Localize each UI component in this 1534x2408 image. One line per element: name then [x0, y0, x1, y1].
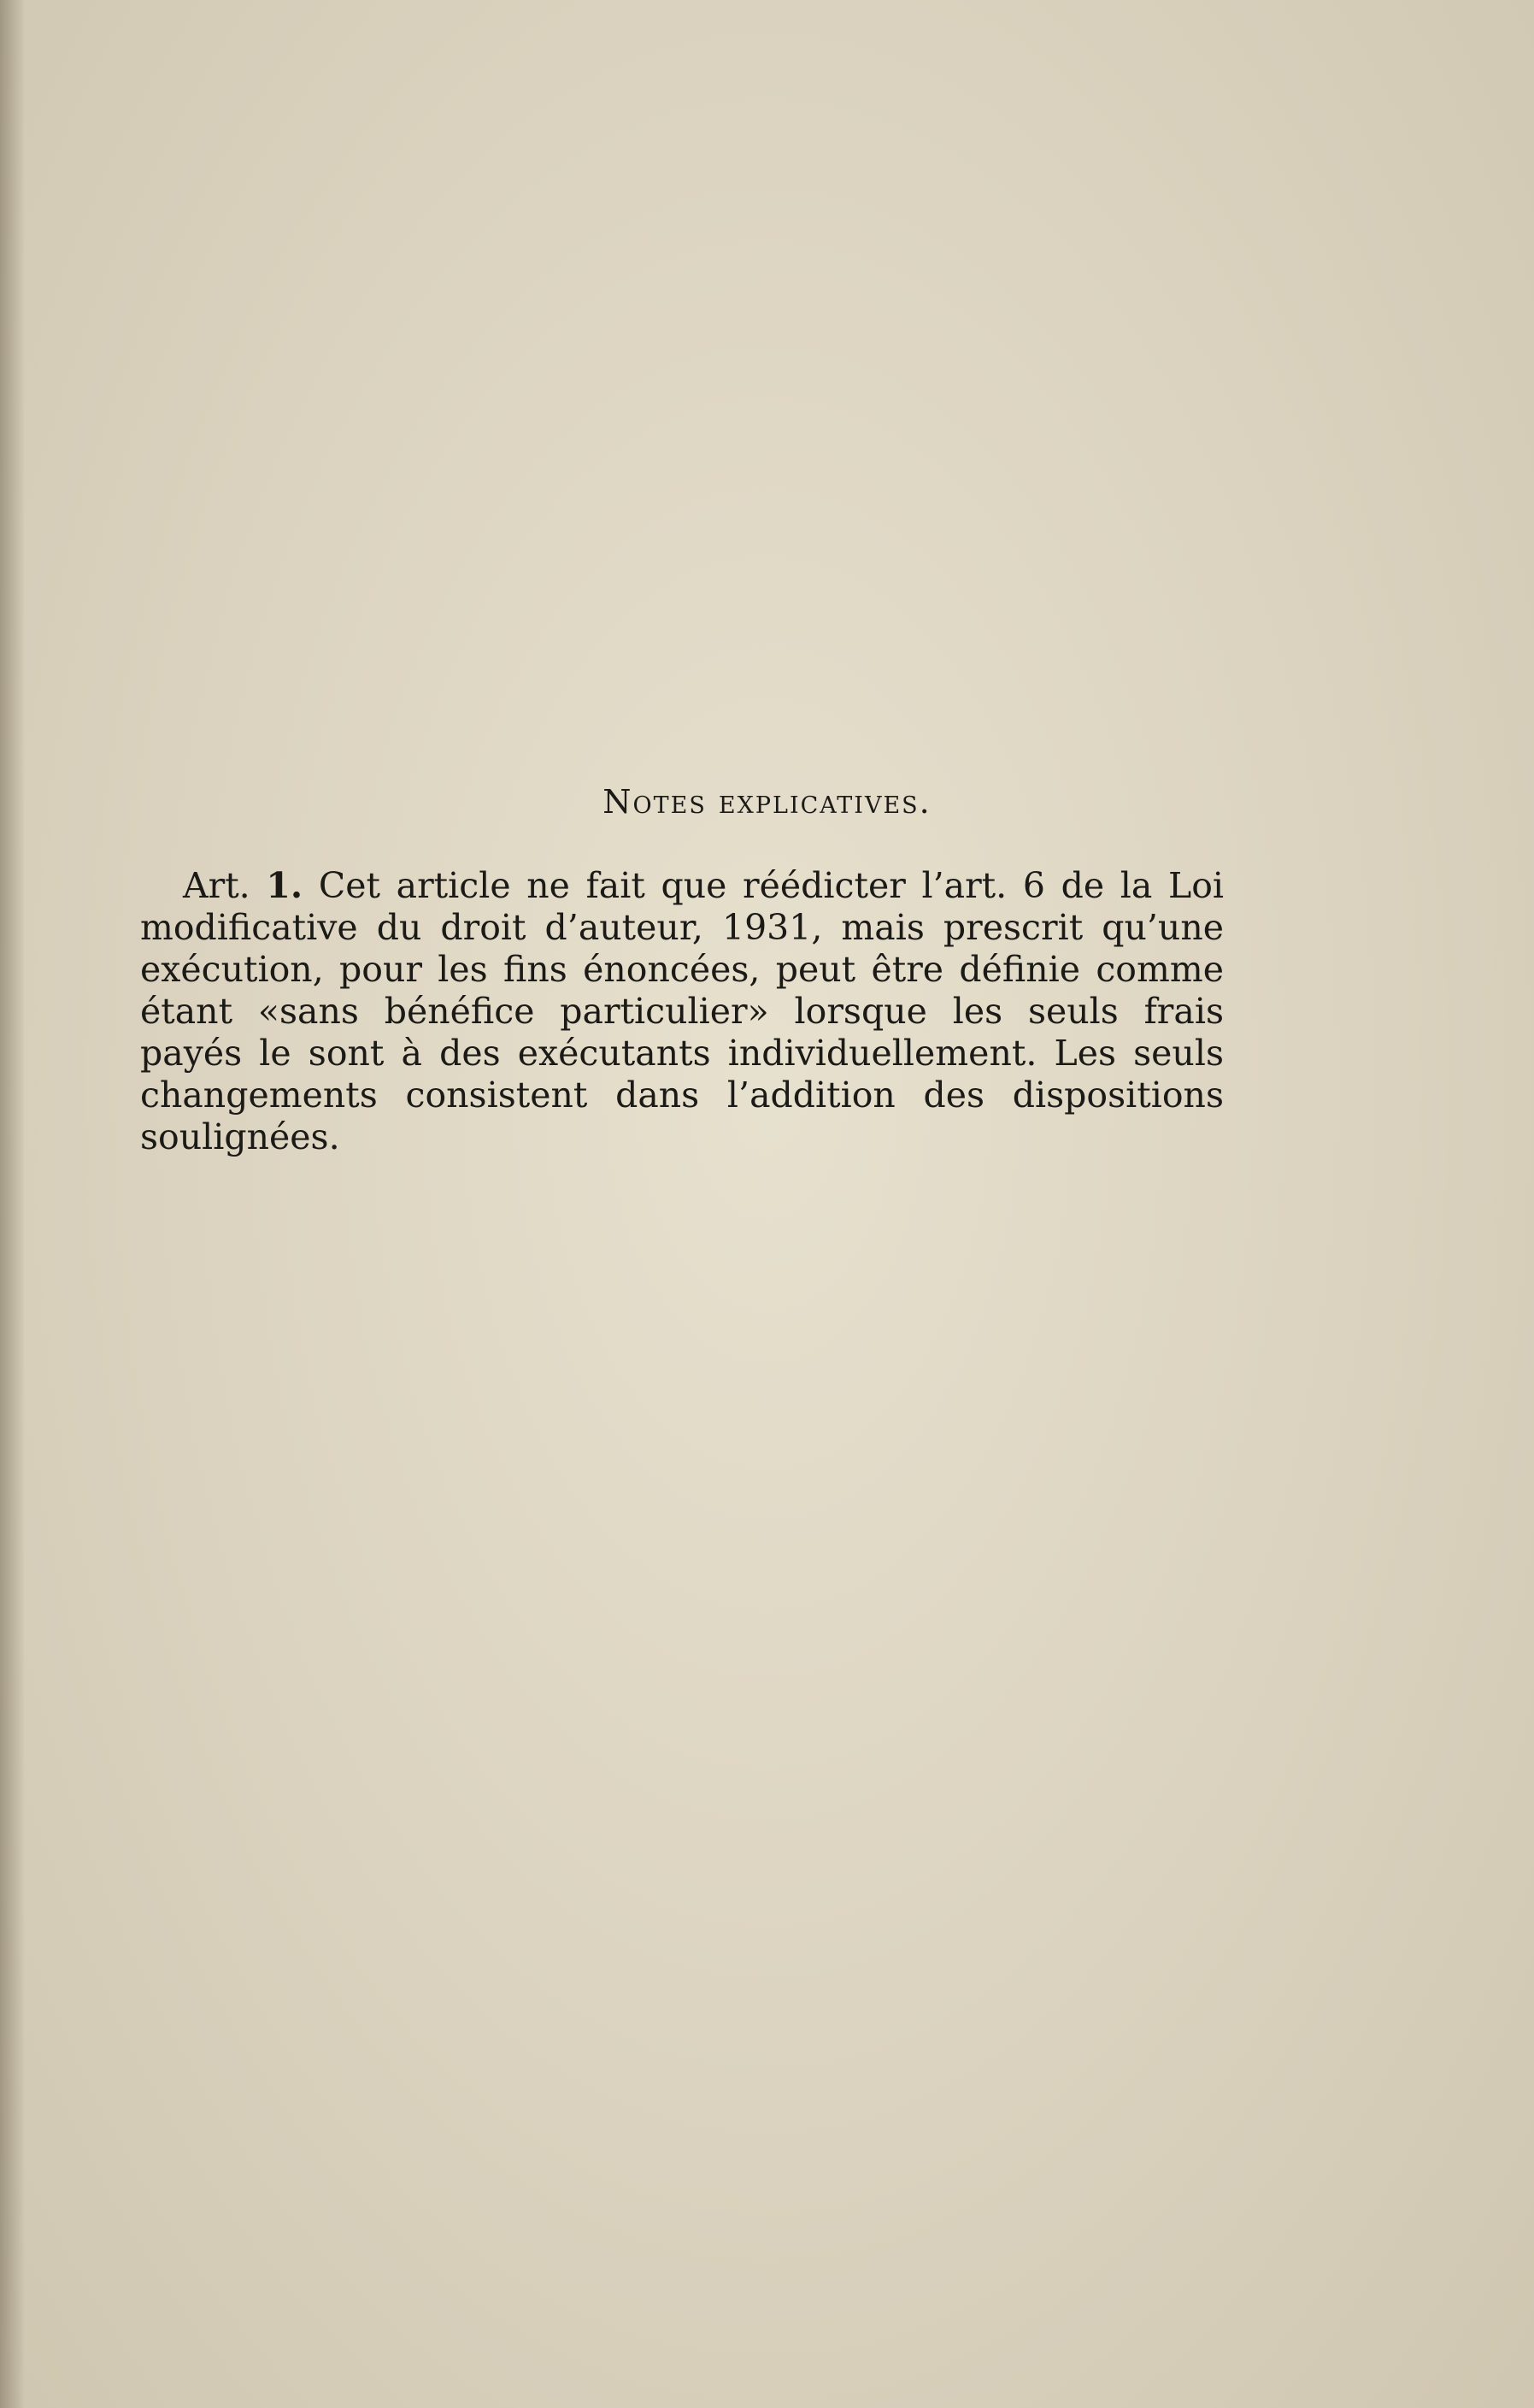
article-number: 1.: [266, 865, 303, 906]
page-spine-shadow: [0, 0, 24, 2408]
article-label: Art.: [183, 865, 250, 906]
article-paragraph: [140, 865, 1224, 1158]
article-text: Cet article ne fait que réédicter l’art. 6 de la Loi modificative du droit d’auteur, 1931, mais prescrit qu’une exécution, pour les fins énoncées, peut être définie comme étant «sans bénéfice particulier» lorsque les seuls frais payés le sont à des exécutants individuellement. Les seuls changements consistent dans l’addition des dispositions soulignées.: [140, 865, 1224, 1157]
section-heading: Notes explicatives.: [602, 783, 932, 821]
